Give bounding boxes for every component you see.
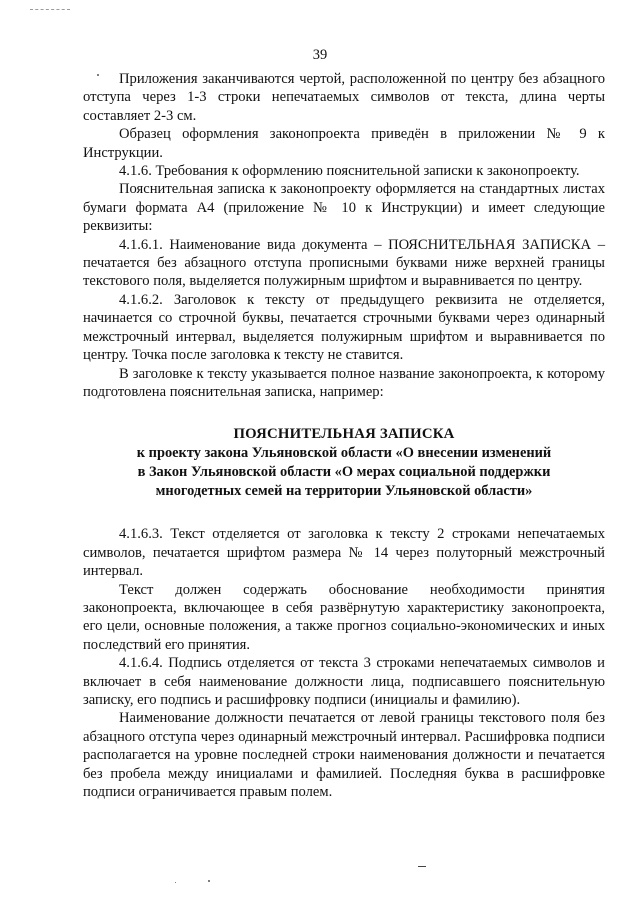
paragraph-note-format: Пояснительная записка к законопроекту оформляется на стандартных листах бумаги формата А4 (приложение № 10 к Инструкции) и имеет следующие реквизиты: xyxy=(83,181,605,235)
paragraph-4-1-6-2: 4.1.6.2. Заголовок к тексту от предыдущего реквизита не отделяется, начинается со строчной буквы, печатается строчными буквами через одинарный межстрочный интервал, выделяется полужирным шрифтом и выравнивается по центру. Точка после заголовка к тексту не ставится. xyxy=(83,291,605,364)
example-subtitle-line-3: многодетных семей на территории Ульяновской области» xyxy=(155,483,533,500)
document-body xyxy=(83,70,605,801)
paragraph-text-content: Текст должен содержать обоснование необходимости принятия законопроекта, включающее в себя развёрнутую характеристику законопроекта, его цели, основные положения, а также прогноз социально-экономических и иных последствий его принятия. xyxy=(83,581,605,653)
paragraph-4-1-6-1: 4.1.6.1. Наименование вида документа – ПОЯСНИТЕЛЬНАЯ ЗАПИСКА – печатается без абзацного отступа прописными буквами ниже верхней границы текстового поля, выделяется полужирным шрифтом и выравнивается по центру. xyxy=(83,236,605,290)
paragraph-4-1-6-4: 4.1.6.4. Подпись отделяется от текста 3 строками непечатаемых символов и включает в себя наименование должности лица, подписавшего пояснительную записку, его подпись и расшифровку подписи (инициалы и фамилию). xyxy=(83,655,605,708)
example-title: ПОЯСНИТЕЛЬНАЯ ЗАПИСКА xyxy=(233,426,455,443)
paragraph-4-1-6-3: 4.1.6.3. Текст отделяется от заголовка к тексту 2 строками непечатаемых символов, печатается шрифтом размера № 14 через полуторный межстрочный интервал. xyxy=(83,526,605,580)
example-heading xyxy=(83,425,605,501)
paragraph-appendix-line: Приложения заканчиваются чертой, расположенной по центру без абзацного отступа через 1-3 строки непечатаемых символов от текста, длина черты составляет 2-3 см. xyxy=(83,71,605,124)
example-subtitle-line-2: в Закон Ульяновской области «О мерах социальной поддержки xyxy=(137,464,551,481)
page-number: 39 xyxy=(312,47,328,63)
paragraph-sample-reference: Образец оформления законопроекта приведён в приложении № 9 к Инструкции. xyxy=(83,126,605,161)
paragraph-title-example-intro: В заголовке к тексту указывается полное название законопроекта, к которому подготовлена пояснительная записка, например: xyxy=(83,365,605,400)
scan-speck xyxy=(97,74,99,76)
paragraph-position-name: Наименование должности печатается от левой границы текстового поля без абзацного отступа через одинарный межстрочный интервал. Расшифровка подписи располагается на уровне последней строки наименования должности и печатается без пробела между инициалами и фамилией. Последняя буква в расшифровке подписи ограничивается правым полем. xyxy=(83,710,605,800)
scan-dash-mark xyxy=(418,866,426,867)
scan-edge-mark xyxy=(30,9,70,10)
scan-speck xyxy=(208,880,210,882)
example-subtitle-line-1: к проекту закона Ульяновской области «О внесении изменений xyxy=(136,445,552,462)
section-heading-4-1-6: 4.1.6. Требования к оформлению пояснительной записки к законопроекту. xyxy=(119,163,580,180)
scan-speck xyxy=(175,882,176,883)
